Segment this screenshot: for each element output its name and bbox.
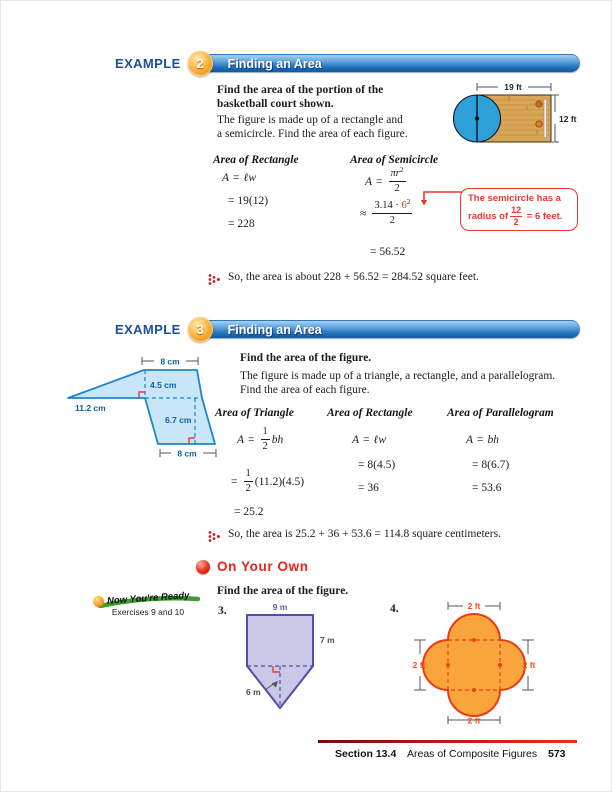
ex3-body: The figure is made up of a triangle, a rectangle, and a parallelogram. Find the area of each figure. xyxy=(240,370,556,396)
dim-top-label: 8 cm xyxy=(160,356,180,367)
ready-ball-icon xyxy=(93,596,104,607)
ex2-semi-line3: = 56.52 xyxy=(370,246,406,258)
ex3-para-line1: A = bh xyxy=(466,434,500,446)
ready-title: Now You're Ready xyxy=(106,590,190,607)
ex2-body: The figure is made up of a rectangle and a semicircle. Find the area of each figure. xyxy=(217,114,408,140)
ex2-semi-line1: A = $\frac{\pi r^2}{2}$ xyxy=(365,165,404,194)
basketball-icon-2 xyxy=(536,121,542,127)
ex3-tri-heading: Area of Triangle xyxy=(215,407,294,419)
oyo-prompt: Find the area of the figure. xyxy=(217,585,349,597)
composite-figure xyxy=(55,352,230,464)
p4-top-label: 2 ft xyxy=(467,601,481,611)
red-ball-icon xyxy=(196,560,210,574)
ex3-rect-line3: = 36 xyxy=(358,482,379,494)
p4-left-label: 2 ft xyxy=(412,660,426,670)
dim-mid-label: 6.7 cm xyxy=(165,415,192,425)
ex2-rect-line3: = 228 xyxy=(228,218,255,230)
example-2-header xyxy=(115,51,580,75)
footer-page-number: 573 xyxy=(548,748,566,760)
p4-right-label: 2 ft xyxy=(522,660,536,670)
example-title: Finding an Area xyxy=(227,56,322,71)
ex3-tri-line2: = $\frac{1}{2}$ (11.2)(4.5) xyxy=(231,468,305,494)
footer-chapter-title: Areas of Composite Figures xyxy=(407,748,538,760)
court-height-label: 12 ft xyxy=(559,114,577,124)
ex3-rect-heading: Area of Rectangle xyxy=(327,407,413,419)
example-title-bar xyxy=(201,54,580,72)
footer-section: Section 13.4 xyxy=(335,748,397,760)
p3-right-label: 7 m xyxy=(320,635,335,645)
court-width-label: 19 ft xyxy=(504,82,522,92)
answer-arrow-icon xyxy=(208,530,221,543)
quatrefoil-shape xyxy=(423,614,525,716)
quatrefoil-figure xyxy=(398,600,550,726)
ex3-tri-line1: A = $\frac{1}{2}$ bh xyxy=(237,426,284,452)
callout-box: The semicircle has a radius of $\frac{12}{2}$ = 6 feet. xyxy=(460,188,578,231)
p3-height-label: 6 m xyxy=(246,687,261,697)
ex3-rect-line2: = 8(4.5) xyxy=(358,459,396,471)
example-title-bar xyxy=(201,320,580,338)
ex3-conclusion: So, the area is 25.2 + 36 + 53.6 = 114.8 square centimeters. xyxy=(228,528,501,540)
ready-subtitle: Exercises 9 and 10 xyxy=(111,607,185,617)
example-3-header xyxy=(115,317,580,341)
problem-4-number: 4. xyxy=(390,603,399,615)
ex2-conclusion: So, the area is about 228 + 56.52 = 284.52 square feet. xyxy=(228,271,479,283)
example-number-badge: 2 xyxy=(188,51,213,76)
ex2-rect-line1: A = ℓw xyxy=(222,172,256,184)
dim-height-label: 4.5 cm xyxy=(150,380,177,390)
problem-3-number: 3. xyxy=(218,605,227,617)
ex2-semi-line2: ≈ $\frac{3.14 \cdot 6^2}{2}$ xyxy=(360,197,411,226)
center-dot xyxy=(475,116,479,120)
p3-top-label: 9 m xyxy=(272,602,288,612)
example-label: EXAMPLE xyxy=(115,55,181,71)
pentagon-figure xyxy=(240,602,352,714)
ex3-para-heading: Area of Parallelogram xyxy=(447,407,554,419)
court-baseline-stripe xyxy=(544,99,547,138)
ex3-rect-line1: A = ℓw xyxy=(352,434,386,446)
dim-bottom-label: 8 cm xyxy=(177,448,197,459)
footer-rule xyxy=(318,740,577,743)
p4-bottom-label: 2 ft xyxy=(467,715,481,726)
ex3-tri-line3: = 25.2 xyxy=(234,506,264,518)
ex3-para-line2: = 8(6.7) xyxy=(472,459,510,471)
ex2-rect-line2: = 19(12) xyxy=(228,195,269,207)
ex2-prompt: Find the area of the portion of the basketball court shown. xyxy=(217,84,384,110)
example-title: Finding an Area xyxy=(227,322,322,337)
ex3-prompt: Find the area of the figure. xyxy=(240,352,372,364)
dim-slant-label: 11.2 cm xyxy=(75,403,106,413)
basketball-court-figure xyxy=(449,80,583,148)
callout-arrow-icon xyxy=(419,189,464,209)
answer-arrow-icon xyxy=(208,273,221,286)
ex2-col2-heading: Area of Semicircle xyxy=(350,154,439,166)
example-label: EXAMPLE xyxy=(115,321,181,337)
ex2-col1-heading: Area of Rectangle xyxy=(213,154,299,166)
now-youre-ready-badge xyxy=(92,588,204,617)
example-number-badge: 3 xyxy=(188,317,213,342)
ex3-para-line3: = 53.6 xyxy=(472,482,502,494)
on-your-own-title: On Your Own xyxy=(217,559,309,574)
